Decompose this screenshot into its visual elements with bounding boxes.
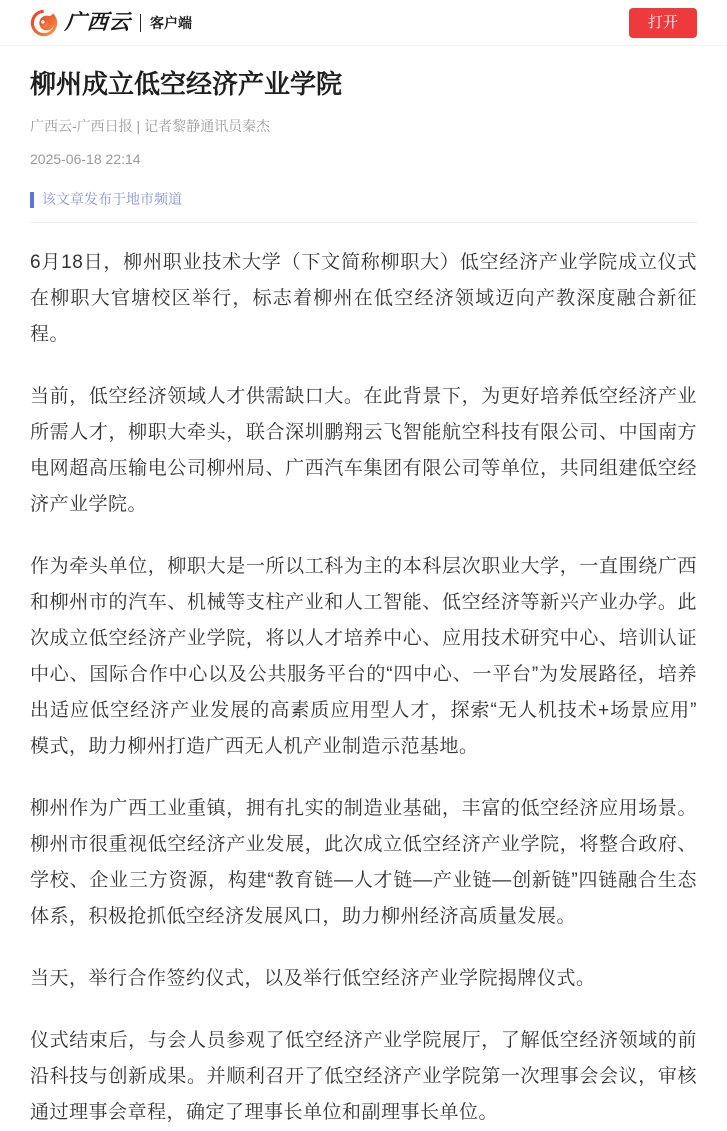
article-paragraph: 6月18日，柳州职业技术大学（下文简称柳职大）低空经济产业学院成立仪式在柳职大官塘校区举行，标志着柳州在低空经济领域迈向产教深度融合新征程。 [30,251,697,345]
channel-notice [30,190,697,210]
article-paragraph: 当前，低空经济领域人才供需缺口大。在此背景下，为更好培养低空经济产业所需人才，柳职大牵头，联合深圳鹏翔云飞智能航空科技有限公司、中国南方电网超高压输电公司柳州局、广西汽车集团有限公司等单位，共同组建低空经济产业学院。 [30,385,697,515]
brand-logo[interactable] [30,9,192,37]
article-container [0,66,727,1131]
open-app-button[interactable]: 打开 [629,8,697,38]
content-divider [30,222,697,223]
logo-divider [140,14,141,32]
article-paragraph: 当天，举行合作签约仪式，以及举行低空经济产业学院揭牌仪式。 [30,967,596,989]
brand-name: 广西云 [64,11,132,34]
guangxi-cloud-swirl-icon [30,9,58,37]
channel-notice-text: 该文章发布于地市频道 [42,191,182,208]
article-paragraph: 仪式结束后，与会人员参观了低空经济产业学院展厅，了解低空经济领域的前沿科技与创新成果。并顺利召开了低空经济产业学院第一次理事会会议，审核通过理事会章程，确定了理事长单位和副理事长单位。 [30,1029,697,1123]
article-byline: 广西云-广西日报 | 记者黎静通讯员秦杰 [30,118,271,135]
article-title: 柳州成立低空经济产业学院 [30,69,343,99]
app-header [0,0,727,46]
article-publish-time: 2025-06-18 22:14 [30,151,141,168]
brand-suffix-label: 客户端 [150,14,192,31]
article-body [30,245,697,1131]
article-paragraph: 柳州作为广西工业重镇，拥有扎实的制造业基础，丰富的低空经济应用场景。柳州市很重视低空经济产业发展，此次成立低空经济产业学院，将整合政府、学校、企业三方资源，构建“教育链—人才链—产业链—创新链”四链融合生态体系，积极抢抓低空经济发展风口，助力柳州经济高质量发展。 [30,797,697,927]
notice-accent-bar [30,192,34,208]
article-paragraph: 作为牵头单位，柳职大是一所以工科为主的本科层次职业大学，一直围绕广西和柳州市的汽车、机械等支柱产业和人工智能、低空经济等新兴产业办学。此次成立低空经济产业学院，将以人才培养中心、应用技术研究中心、培训认证中心、国际合作中心以及公共服务平台的“四中心、一平台”为发展路径，培养出适应低空经济产业发展的高素质应用型人才，探索“无人机技术+场景应用”模式，助力柳州打造广西无人机产业制造示范基地。 [30,555,697,757]
